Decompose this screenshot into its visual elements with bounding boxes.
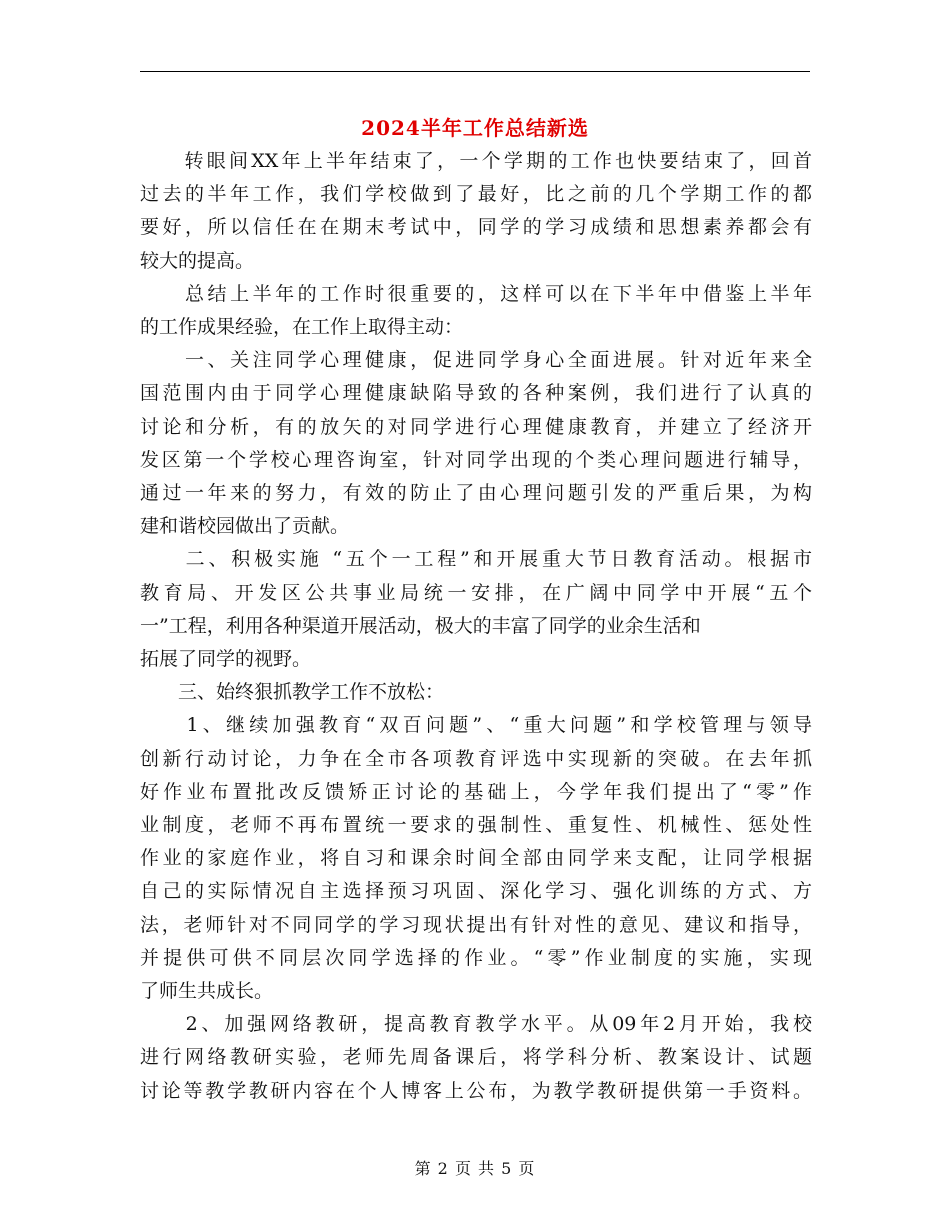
header-rule xyxy=(140,71,810,72)
text-line: 创新行动讨论，力争在全市各项教育评选中实现新的突破。在去年抓 xyxy=(140,747,812,770)
text-line: 并提供可供不同层次同学选择的作业。“零”作业制度的实施，实现 xyxy=(140,946,812,969)
text-line: 发区第一个学校心理咨询室，针对同学出现的个类心理问题进行辅导， xyxy=(140,448,812,471)
text-line: 1、继续加强教育“双百问题”、“重大问题”和学校管理与领导 xyxy=(140,714,812,737)
text-line: 作业的家庭作业，将自习和课余时间全部由同学来支配，让同学根据 xyxy=(140,847,812,870)
text-line: 一”工程，利用各种渠道开展活动，极大的丰富了同学的业余生活和 xyxy=(140,614,701,637)
text-line: 进行网络教研实验，老师先周备课后，将学科分析、教案设计、试题 xyxy=(140,1046,812,1069)
text-line: 2、加强网络教研，提高教育教学水平。从09年2月开始，我校 xyxy=(140,1013,812,1036)
text-line: 较大的提高。 xyxy=(140,249,255,272)
text-line: 总结上半年的工作时很重要的，这样可以在下半年中借鉴上半年 xyxy=(140,282,812,305)
text-line: 的工作成果经验，在工作上取得主动： xyxy=(140,316,464,339)
text-line: 业制度，老师不再布置统一要求的强制性、重复性、机械性、惩处性 xyxy=(140,814,812,837)
text-line: 二、积极实施 “五个一工程”和开展重大节日教育活动。根据市 xyxy=(140,548,812,571)
document-body xyxy=(140,145,812,1108)
text-line: 通过一年来的努力，有效的防止了由心理问题引发的严重后果，为构 xyxy=(140,482,812,505)
text-line: 转眼间XX年上半年结束了，一个学期的工作也快要结束了，回首 xyxy=(140,150,812,172)
text-line: 一、关注同学心理健康，促进同学身心全面进展。针对近年来全 xyxy=(140,349,812,372)
text-line: 讨论等教学教研内容在个人博客上公布，为教学教研提供第一手资料。 xyxy=(140,1079,812,1102)
text-line: 讨论和分析，有的放矢的对同学进行心理健康教育，并建立了经济开 xyxy=(140,415,812,438)
text-line: 国范围内由于同学心理健康缺陷导致的各种案例，我们进行了认真的 xyxy=(140,382,812,405)
document-title: 2024半年工作总结新选 xyxy=(361,116,589,140)
text-line: 法，老师针对不同同学的学习现状提出有针对性的意见、建议和指导， xyxy=(140,913,812,936)
text-line: 了师生共成长。 xyxy=(140,980,274,1003)
text-line: 教育局、开发区公共事业局统一安排，在广阔中同学中开展“五个 xyxy=(140,581,812,604)
text-line: 三、始终狠抓教学工作不放松： xyxy=(140,681,445,704)
page-footer: 第 2 页 共 5 页 xyxy=(414,1159,536,1178)
text-line: 好作业布置批改反馈矫正讨论的基础上，今学年我们提出了“零”作 xyxy=(140,780,812,803)
text-line: 自己的实际情况自主选择预习巩固、深化学习、强化训练的方式、方 xyxy=(140,880,812,903)
text-line: 过去的半年工作，我们学校做到了最好，比之前的几个学期工作的都 xyxy=(140,183,812,206)
text-line: 建和谐校园做出了贡献。 xyxy=(140,515,350,538)
text-line: 要好，所以信任在在期末考试中，同学的学习成绩和思想素养都会有 xyxy=(140,216,812,239)
text-line: 拓展了同学的视野。 xyxy=(140,648,312,671)
